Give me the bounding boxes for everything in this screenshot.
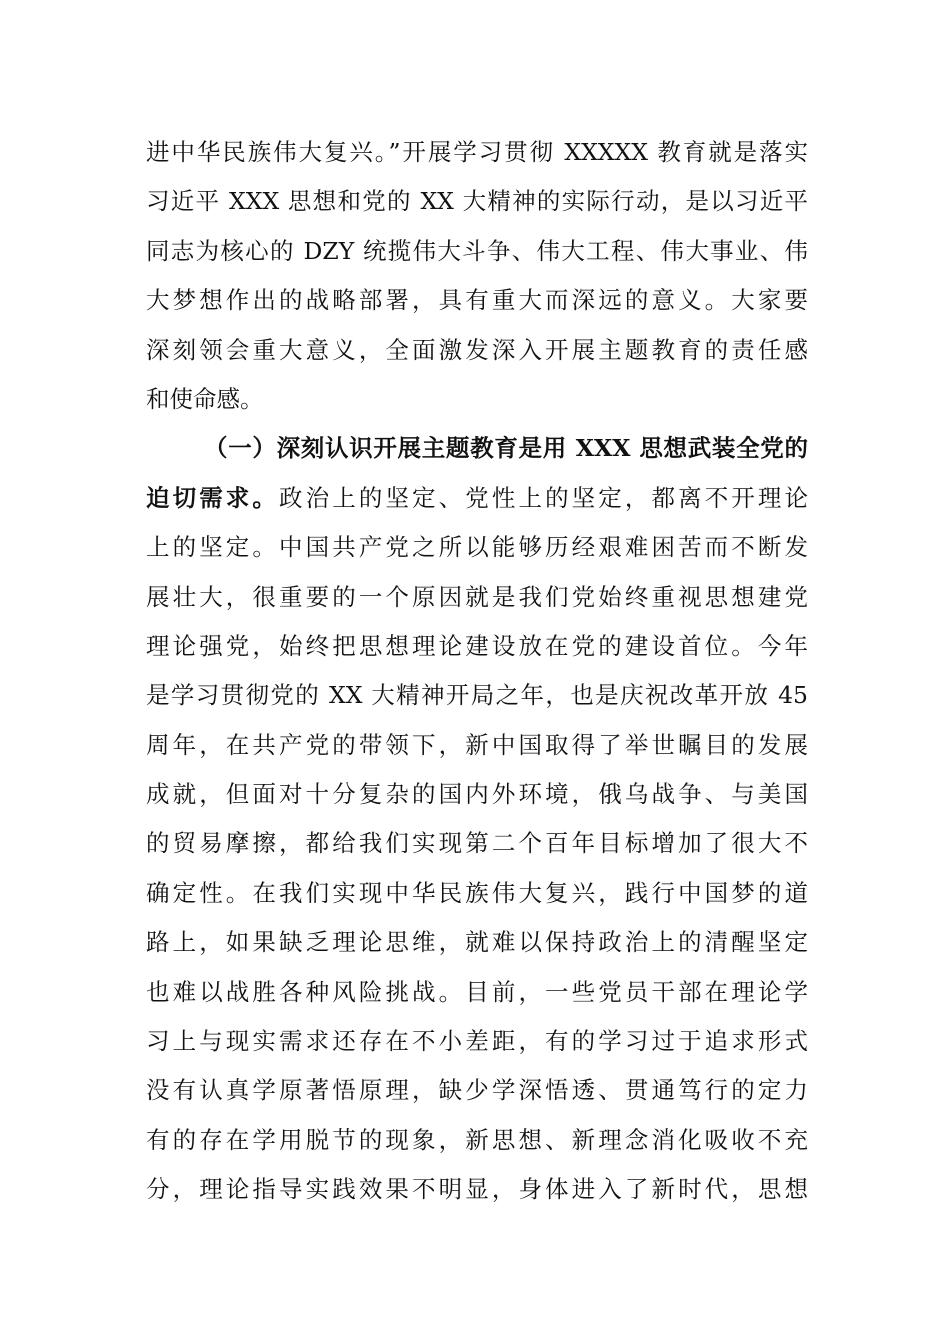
text-line: 同志为核心的 DZY 统揽伟大斗争、伟大工程、伟大事业、伟 <box>146 236 808 265</box>
text-line: 习近平 XXX 思想和党的 XX 大精神的实际行动，是以习近平 <box>146 187 808 216</box>
text-line: 的贸易摩擦，都给我们实现第二个百年目标增加了很大不 <box>146 829 808 858</box>
text-line: 是学习贯彻党的 XX 大精神开局之年，也是庆祝改革开放 45 <box>146 681 808 710</box>
section-heading-end: 迫切需求。 <box>146 483 280 512</box>
text-line: 分，理论指导实践效果不明显，身体进入了新时代，思想 <box>146 1175 808 1204</box>
text-line: 路上，如果缺乏理论思维，就难以保持政治上的清醒坚定 <box>146 928 808 957</box>
text-line: 也难以战胜各种风险挑战。目前，一些党员干部在理论学 <box>146 977 808 1006</box>
text-line: 理论强党，始终把思想理论建设放在党的建设首位。今年 <box>146 631 808 660</box>
section-heading: （一）深刻认识开展主题教育是用 XXX 思想武装全党的 <box>204 434 808 463</box>
text-line: 成就，但面对十分复杂的国内外环境，俄乌战争、与美国 <box>146 780 808 809</box>
text-line: 进中华民族伟大复兴。”开展学习贯彻 XXXXX 教育就是落实 <box>146 138 808 166</box>
paragraph-intro <box>146 128 808 424</box>
text-line: 展壮大，很重要的一个原因就是我们党始终重视思想建党 <box>146 582 808 611</box>
text-line: 深刻领会重大意义，全面激发深入开展主题教育的责任感 <box>146 335 808 364</box>
paragraph-section-one <box>146 424 808 1214</box>
text-line: 和使命感。 <box>146 384 264 413</box>
text-line: 没有认真学原著悟原理，缺少学深悟透、贯通笃行的定力 <box>146 1076 808 1105</box>
text-line: 习上与现实需求还存在不小差距，有的学习过于追求形式 <box>146 1027 808 1056</box>
document-body <box>146 128 808 1215</box>
text-line-continuation: 政治上的坚定、党性上的坚定，都离不开理论 <box>279 483 808 512</box>
text-line: 大梦想作出的战略部署，具有重大而深远的意义。大家要 <box>146 286 808 315</box>
text-line: 周年，在共产党的带领下，新中国取得了举世瞩目的发展 <box>146 730 808 759</box>
text-line: 上的坚定。中国共产党之所以能够历经艰难困苦而不断发 <box>146 533 808 562</box>
text-line: 确定性。在我们实现中华民族伟大复兴，践行中国梦的道 <box>146 878 808 907</box>
text-line: 有的存在学用脱节的现象，新思想、新理念消化吸收不充 <box>146 1125 808 1154</box>
text-line <box>146 474 808 523</box>
